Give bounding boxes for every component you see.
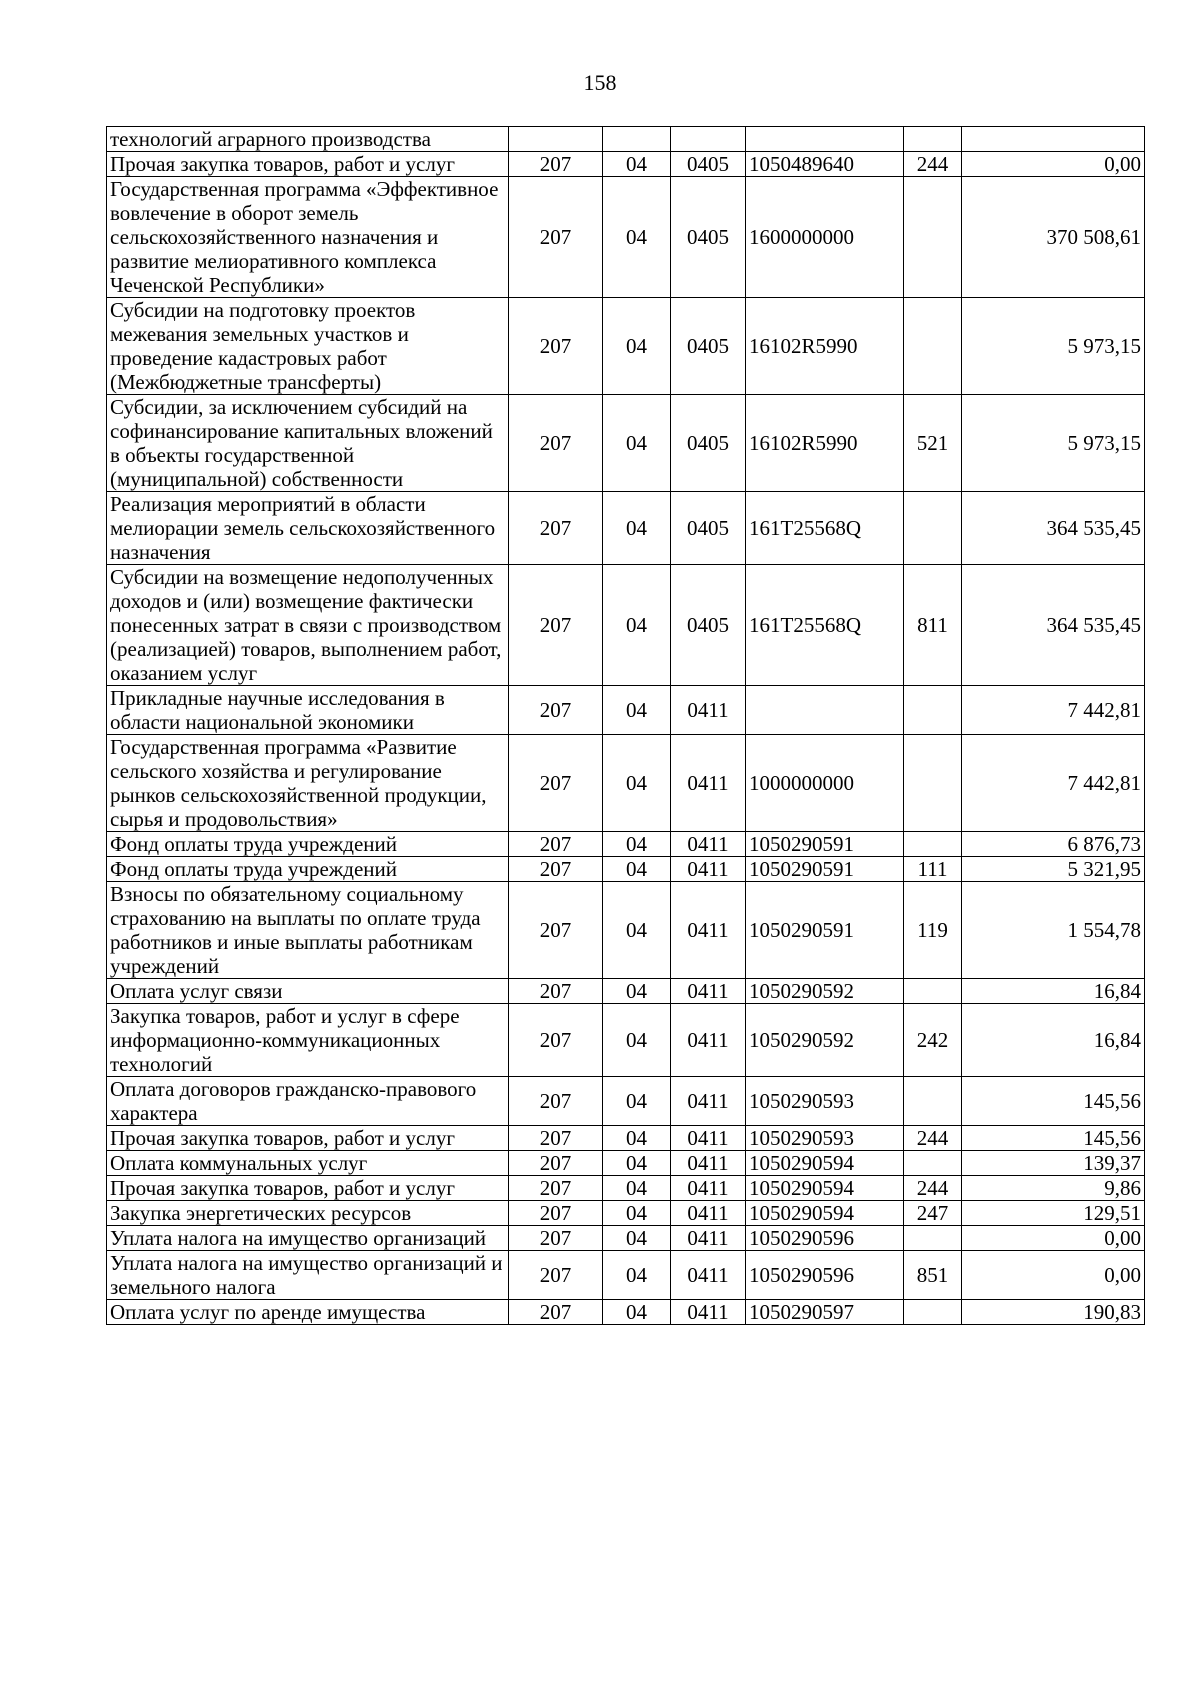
amount-cell: 16,84 [962, 979, 1145, 1004]
section-code-cell: 04 [603, 1226, 671, 1251]
row-name-cell: Прочая закупка товаров, работ и услуг [107, 1126, 509, 1151]
subsection-code-cell: 0411 [671, 832, 746, 857]
expense-type-code-cell [904, 1300, 962, 1325]
expense-type-code-cell [904, 127, 962, 152]
table-row [107, 1176, 1145, 1201]
row-name-cell: Закупка энергетических ресурсов [107, 1201, 509, 1226]
amount-cell: 5 973,15 [962, 298, 1145, 395]
target-article-code-cell: 161T25568Q [746, 565, 904, 686]
expense-type-code-cell: 244 [904, 1176, 962, 1201]
ministry-code-cell: 207 [509, 1300, 603, 1325]
expense-type-code-cell [904, 177, 962, 298]
target-article-code-cell: 1050290591 [746, 882, 904, 979]
row-name-cell: Оплата услуг связи [107, 979, 509, 1004]
subsection-code-cell: 0405 [671, 177, 746, 298]
section-code-cell: 04 [603, 882, 671, 979]
subsection-code-cell: 0411 [671, 1077, 746, 1126]
amount-cell: 5 321,95 [962, 857, 1145, 882]
section-code-cell: 04 [603, 298, 671, 395]
row-name-cell: Фонд оплаты труда учреждений [107, 857, 509, 882]
subsection-code-cell: 0405 [671, 565, 746, 686]
expense-type-code-cell: 119 [904, 882, 962, 979]
table-row [107, 832, 1145, 857]
table-row [107, 857, 1145, 882]
target-article-code-cell: 1050290596 [746, 1226, 904, 1251]
row-name-cell: Государственная программа «Эффективное вовлечение в оборот земель сельскохозяйственного назначения и развитие мелиоративного комплекса Чеченской Республики» [107, 177, 509, 298]
target-article-code-cell: 1050489640 [746, 152, 904, 177]
ministry-code-cell: 207 [509, 1176, 603, 1201]
row-name-cell: Прочая закупка товаров, работ и услуг [107, 1176, 509, 1201]
ministry-code-cell: 207 [509, 1077, 603, 1126]
amount-cell: 6 876,73 [962, 832, 1145, 857]
table-row [107, 735, 1145, 832]
target-article-code-cell: 16102R5990 [746, 298, 904, 395]
subsection-code-cell [671, 127, 746, 152]
subsection-code-cell: 0405 [671, 395, 746, 492]
section-code-cell: 04 [603, 686, 671, 735]
row-name-cell: Взносы по обязательному социальному страхованию на выплаты по оплате труда работников и иные выплаты работникам учреждений [107, 882, 509, 979]
target-article-code-cell: 1050290594 [746, 1176, 904, 1201]
ministry-code-cell: 207 [509, 857, 603, 882]
ministry-code-cell: 207 [509, 686, 603, 735]
row-name-cell: Прикладные научные исследования в области национальной экономики [107, 686, 509, 735]
row-name-cell: Оплата услуг по аренде имущества [107, 1300, 509, 1325]
section-code-cell: 04 [603, 1004, 671, 1077]
table-row [107, 1004, 1145, 1077]
expense-type-code-cell [904, 492, 962, 565]
expense-type-code-cell: 111 [904, 857, 962, 882]
target-article-code-cell: 1050290597 [746, 1300, 904, 1325]
ministry-code-cell: 207 [509, 735, 603, 832]
amount-cell: 0,00 [962, 1251, 1145, 1300]
section-code-cell: 04 [603, 1251, 671, 1300]
amount-cell: 370 508,61 [962, 177, 1145, 298]
section-code-cell: 04 [603, 832, 671, 857]
row-name-cell: Оплата коммунальных услуг [107, 1151, 509, 1176]
table-row [107, 565, 1145, 686]
subsection-code-cell: 0411 [671, 1251, 746, 1300]
row-name-cell: Субсидии на возмещение недополученных доходов и (или) возмещение фактически понесенных затрат в связи с производством (реализацией) товаров, выполнением работ, оказанием услуг [107, 565, 509, 686]
target-article-code-cell: 1050290596 [746, 1251, 904, 1300]
expense-type-code-cell [904, 298, 962, 395]
section-code-cell: 04 [603, 395, 671, 492]
expense-type-code-cell [904, 1226, 962, 1251]
ministry-code-cell [509, 127, 603, 152]
expense-type-code-cell: 247 [904, 1201, 962, 1226]
target-article-code-cell [746, 127, 904, 152]
expense-type-code-cell: 242 [904, 1004, 962, 1077]
section-code-cell: 04 [603, 177, 671, 298]
expense-type-code-cell: 521 [904, 395, 962, 492]
budget-table [106, 126, 1145, 1325]
target-article-code-cell: 1000000000 [746, 735, 904, 832]
expense-type-code-cell [904, 1151, 962, 1176]
row-name-cell: Государственная программа «Развитие сельского хозяйства и регулирование рынков сельскохозяйственной продукции, сырья и продовольствия» [107, 735, 509, 832]
ministry-code-cell: 207 [509, 1226, 603, 1251]
target-article-code-cell: 1050290593 [746, 1126, 904, 1151]
target-article-code-cell: 1600000000 [746, 177, 904, 298]
expense-type-code-cell: 244 [904, 152, 962, 177]
table-row [107, 1251, 1145, 1300]
row-name-cell: Субсидии на подготовку проектов межевания земельных участков и проведение кадастровых работ (Межбюджетные трансферты) [107, 298, 509, 395]
subsection-code-cell: 0405 [671, 492, 746, 565]
table-row [107, 298, 1145, 395]
ministry-code-cell: 207 [509, 1151, 603, 1176]
section-code-cell: 04 [603, 1300, 671, 1325]
amount-cell: 7 442,81 [962, 735, 1145, 832]
ministry-code-cell: 207 [509, 395, 603, 492]
amount-cell: 16,84 [962, 1004, 1145, 1077]
subsection-code-cell: 0411 [671, 1126, 746, 1151]
ministry-code-cell: 207 [509, 832, 603, 857]
target-article-code-cell: 1050290592 [746, 979, 904, 1004]
target-article-code-cell: 1050290591 [746, 857, 904, 882]
target-article-code-cell [746, 686, 904, 735]
table-row [107, 152, 1145, 177]
table-row [107, 1300, 1145, 1325]
expense-type-code-cell [904, 686, 962, 735]
subsection-code-cell: 0411 [671, 1151, 746, 1176]
table-row [107, 1201, 1145, 1226]
section-code-cell: 04 [603, 1201, 671, 1226]
row-name-cell: Уплата налога на имущество организаций [107, 1226, 509, 1251]
subsection-code-cell: 0411 [671, 1176, 746, 1201]
target-article-code-cell: 16102R5990 [746, 395, 904, 492]
target-article-code-cell: 1050290594 [746, 1201, 904, 1226]
subsection-code-cell: 0411 [671, 1201, 746, 1226]
section-code-cell: 04 [603, 979, 671, 1004]
row-name-cell: Уплата налога на имущество организаций и земельного налога [107, 1251, 509, 1300]
amount-cell: 1 554,78 [962, 882, 1145, 979]
table-row [107, 177, 1145, 298]
ministry-code-cell: 207 [509, 1126, 603, 1151]
section-code-cell: 04 [603, 492, 671, 565]
amount-cell: 139,37 [962, 1151, 1145, 1176]
section-code-cell: 04 [603, 1126, 671, 1151]
ministry-code-cell: 207 [509, 152, 603, 177]
table-row [107, 882, 1145, 979]
subsection-code-cell: 0411 [671, 1226, 746, 1251]
section-code-cell: 04 [603, 152, 671, 177]
amount-cell: 364 535,45 [962, 492, 1145, 565]
target-article-code-cell: 1050290592 [746, 1004, 904, 1077]
ministry-code-cell: 207 [509, 1251, 603, 1300]
amount-cell: 129,51 [962, 1201, 1145, 1226]
subsection-code-cell: 0411 [671, 979, 746, 1004]
table-row [107, 492, 1145, 565]
target-article-code-cell: 1050290594 [746, 1151, 904, 1176]
ministry-code-cell: 207 [509, 565, 603, 686]
expense-type-code-cell [904, 1077, 962, 1126]
section-code-cell [603, 127, 671, 152]
row-name-cell: Реализация мероприятий в области мелиорации земель сельскохозяйственного назначения [107, 492, 509, 565]
amount-cell: 145,56 [962, 1126, 1145, 1151]
row-name-cell: технологий аграрного производства [107, 127, 509, 152]
expense-type-code-cell: 244 [904, 1126, 962, 1151]
target-article-code-cell: 1050290593 [746, 1077, 904, 1126]
ministry-code-cell: 207 [509, 298, 603, 395]
target-article-code-cell: 161T25568Q [746, 492, 904, 565]
table-row [107, 1126, 1145, 1151]
section-code-cell: 04 [603, 1151, 671, 1176]
amount-cell [962, 127, 1145, 152]
amount-cell: 145,56 [962, 1077, 1145, 1126]
amount-cell: 364 535,45 [962, 565, 1145, 686]
subsection-code-cell: 0411 [671, 1004, 746, 1077]
row-name-cell: Фонд оплаты труда учреждений [107, 832, 509, 857]
row-name-cell: Оплата договоров гражданско-правового характера [107, 1077, 509, 1126]
amount-cell: 5 973,15 [962, 395, 1145, 492]
row-name-cell: Закупка товаров, работ и услуг в сфере информационно-коммуникационных технологий [107, 1004, 509, 1077]
subsection-code-cell: 0405 [671, 298, 746, 395]
target-article-code-cell: 1050290591 [746, 832, 904, 857]
section-code-cell: 04 [603, 1077, 671, 1126]
ministry-code-cell: 207 [509, 492, 603, 565]
section-code-cell: 04 [603, 735, 671, 832]
subsection-code-cell: 0405 [671, 152, 746, 177]
ministry-code-cell: 207 [509, 1201, 603, 1226]
row-name-cell: Субсидии, за исключением субсидий на софинансирование капитальных вложений в объекты государственной (муниципальной) собственности [107, 395, 509, 492]
section-code-cell: 04 [603, 1176, 671, 1201]
table-row [107, 979, 1145, 1004]
table-row [107, 395, 1145, 492]
ministry-code-cell: 207 [509, 177, 603, 298]
subsection-code-cell: 0411 [671, 882, 746, 979]
subsection-code-cell: 0411 [671, 735, 746, 832]
subsection-code-cell: 0411 [671, 686, 746, 735]
page-number: 158 [583, 70, 617, 95]
table-row [107, 127, 1145, 152]
amount-cell: 0,00 [962, 152, 1145, 177]
amount-cell: 9,86 [962, 1176, 1145, 1201]
subsection-code-cell: 0411 [671, 857, 746, 882]
table-row [107, 1226, 1145, 1251]
table-row [107, 686, 1145, 735]
table-row [107, 1151, 1145, 1176]
row-name-cell: Прочая закупка товаров, работ и услуг [107, 152, 509, 177]
expense-type-code-cell: 811 [904, 565, 962, 686]
section-code-cell: 04 [603, 565, 671, 686]
subsection-code-cell: 0411 [671, 1300, 746, 1325]
table-row [107, 1077, 1145, 1126]
expense-type-code-cell [904, 979, 962, 1004]
expense-type-code-cell: 851 [904, 1251, 962, 1300]
ministry-code-cell: 207 [509, 979, 603, 1004]
expense-type-code-cell [904, 735, 962, 832]
ministry-code-cell: 207 [509, 882, 603, 979]
expense-type-code-cell [904, 832, 962, 857]
amount-cell: 0,00 [962, 1226, 1145, 1251]
section-code-cell: 04 [603, 857, 671, 882]
amount-cell: 7 442,81 [962, 686, 1145, 735]
amount-cell: 190,83 [962, 1300, 1145, 1325]
ministry-code-cell: 207 [509, 1004, 603, 1077]
budget-table-body [107, 127, 1145, 1325]
